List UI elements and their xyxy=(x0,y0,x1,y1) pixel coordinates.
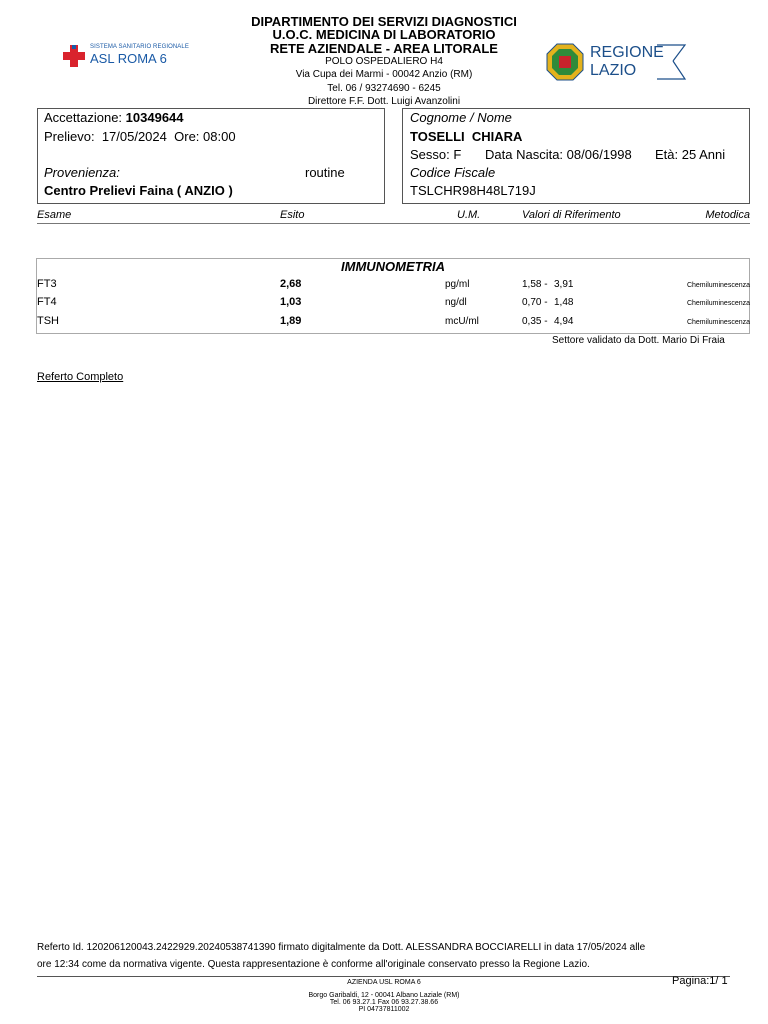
centro-prelievi: Centro Prelievi Faina ( ANZIO ) xyxy=(44,183,233,198)
col-metodica: Metodica xyxy=(705,209,750,221)
signature-line-2: ore 12:34 come da normativa vigente. Questa rappresentazione è conforme all'originale conservato presso la Regione Lazio. xyxy=(37,959,590,970)
ore-value: 08:00 xyxy=(203,129,236,144)
sesso-label: Sesso: xyxy=(410,147,450,162)
ref-high-cell: 1,48 xyxy=(554,297,574,308)
lazio-logo-line2: LAZIO xyxy=(590,62,637,79)
accettazione-line xyxy=(44,110,184,125)
network-title: RETE AZIENDALE - AREA LITORALE xyxy=(270,41,498,56)
ref-low-cell: 1,58 - xyxy=(522,279,548,290)
section-title: IMMUNOMETRIA xyxy=(341,259,445,274)
esame-cell: FT3 xyxy=(37,278,57,290)
um-cell: mcU/ml xyxy=(445,316,479,327)
referto-completo-link[interactable]: Referto Completo xyxy=(37,371,124,383)
site-name: POLO OSPEDALIERO H4 xyxy=(325,56,443,67)
ref-low-cell: 0,70 - xyxy=(522,297,548,308)
asl-logo-line2: ASL ROMA 6 xyxy=(90,51,167,66)
routine-value: routine xyxy=(305,165,345,180)
accettazione-label: Accettazione: xyxy=(44,110,123,125)
ref-high-cell: 4,94 xyxy=(554,316,574,327)
esito-cell: 1,89 xyxy=(280,315,302,327)
prelievo-line xyxy=(44,129,236,144)
esito-cell: 1,03 xyxy=(280,296,302,308)
col-valori: Valori di Riferimento xyxy=(522,209,621,221)
um-cell: pg/ml xyxy=(445,279,470,290)
esito-cell: 2,68 xyxy=(280,278,302,290)
metodica-cell: Chemiluminescenza xyxy=(686,300,750,307)
accettazione-value: 10349644 xyxy=(125,110,184,125)
prelievo-label: Prelievo: xyxy=(44,129,95,144)
eta-label: Età: xyxy=(655,147,679,162)
dept-title: DIPARTIMENTO DEI SERVIZI DIAGNOSTICI xyxy=(251,14,517,29)
ref-low-cell: 0,35 - xyxy=(522,316,548,327)
metodica-cell: Chemiluminescenza xyxy=(686,282,750,289)
unit-title: U.O.C. MEDICINA DI LABORATORIO xyxy=(272,27,496,42)
col-esame: Esame xyxy=(37,209,72,221)
footer-divider xyxy=(37,976,730,977)
sesso-line xyxy=(410,147,461,162)
footer-vat: PI 04737811002 xyxy=(358,1006,410,1013)
footer-phone: Tel. 06 93.27.1 Fax 06 93.27.38.66 xyxy=(329,999,439,1006)
eta-line xyxy=(655,147,725,162)
esame-cell: TSH xyxy=(37,315,59,327)
cf-label: Codice Fiscale xyxy=(410,165,496,180)
um-cell: ng/dl xyxy=(445,297,467,308)
page-number: Pagina:1/ 1 xyxy=(672,975,728,987)
esame-cell: FT4 xyxy=(37,296,57,308)
director: Direttore F.F. Dott. Luigi Avanzolini xyxy=(307,96,461,107)
header-divider xyxy=(37,223,750,224)
footer-azienda: AZIENDA USL ROMA 6 xyxy=(347,979,421,986)
signature-line-1: Referto Id. 120206120043.2422929.20240538741390 firmato digitalmente da Dott. ALESSANDRA BOCCIARELLI in data 17/05/2024 alle xyxy=(37,942,646,953)
metodica-cell: Chemiluminescenza xyxy=(686,319,750,326)
site-phone: Tel. 06 / 93274690 - 6245 xyxy=(327,83,441,94)
validated-by: Settore validato da Dott. Mario Di Fraia xyxy=(552,335,725,346)
cf-value: TSLCHR98H48L719J xyxy=(410,183,536,198)
nome-label: Cognome / Nome xyxy=(410,110,512,125)
col-esito: Esito xyxy=(280,209,305,221)
provenienza-label: Provenienza: xyxy=(44,165,120,180)
site-address: Via Cupa dei Marmi - 00042 Anzio (RM) xyxy=(295,69,473,80)
ore-label: Ore: xyxy=(174,129,200,144)
ref-high-cell: 3,91 xyxy=(554,279,574,290)
patient-name: TOSELLI CHIARA xyxy=(410,129,523,144)
nascita-line xyxy=(485,147,632,162)
nascita-value: 08/06/1998 xyxy=(566,147,632,162)
col-um: U.M. xyxy=(457,209,481,221)
sesso-value: F xyxy=(453,147,462,162)
footer-address: Borgo Garibaldi, 12 - 00041 Albano Laziale (RM) xyxy=(308,992,460,999)
eta-value: 25 Anni xyxy=(681,147,726,162)
prelievo-date: 17/05/2024 xyxy=(101,129,167,144)
lazio-logo-line1: REGIONE xyxy=(590,44,664,61)
nascita-label: Data Nascita: xyxy=(485,147,564,162)
asl-logo-line1: SISTEMA SANITARIO REGIONALE xyxy=(90,44,189,50)
